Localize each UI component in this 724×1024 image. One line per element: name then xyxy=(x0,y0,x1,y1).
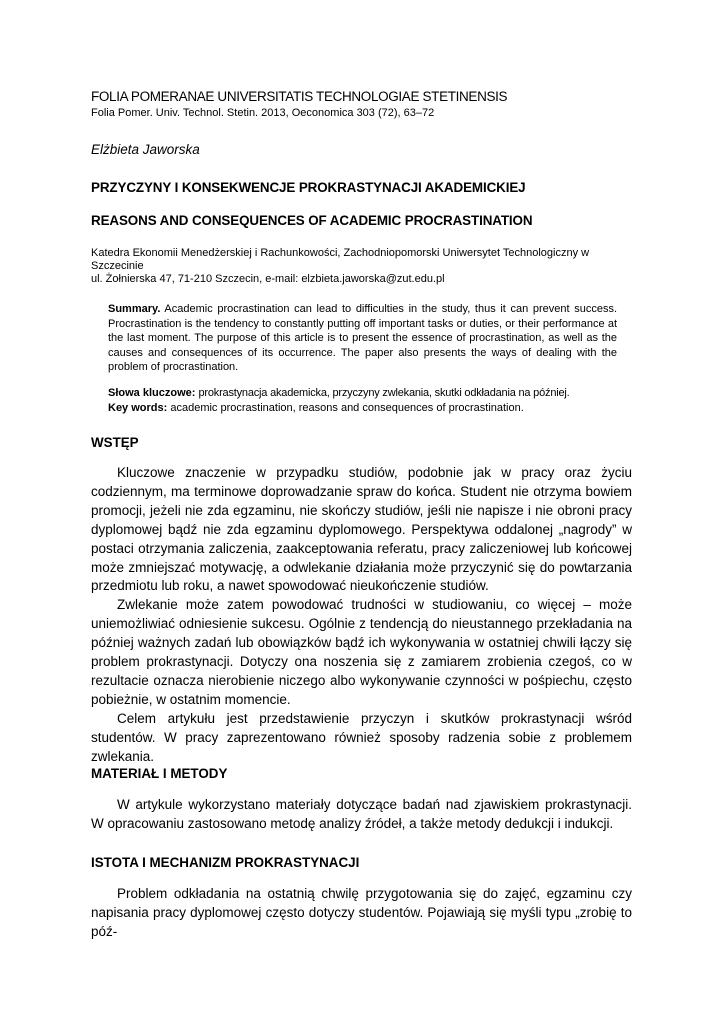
section-heading-intro: WSTĘP xyxy=(91,435,139,450)
keywords-polish-text: prokrastynacja akademicka, przyczyny zwlekania, skutki odkładania na później. xyxy=(198,387,570,399)
section-heading-methods: MATERIAŁ I METODY xyxy=(91,766,228,781)
keywords-block xyxy=(108,386,638,416)
keywords-polish-label: Słowa kluczowe: xyxy=(108,387,196,399)
abstract xyxy=(108,302,617,375)
paragraph: Celem artykułu jest przedstawienie przyczyn i skutków prokrastynacji wśród studentów. W pracy zaprezentowano również sposoby radzenia sobie z problemem zwlekania. xyxy=(91,710,632,764)
paragraph: Problem odkładania na ostatnią chwilę przygotowania się do zajęć, egzaminu czy napisania pracy dyplomowej często dotyczy studentów. Pojawiają się myśli typu „zrobię to póź- xyxy=(91,886,632,939)
affiliation: Katedra Ekonomii Menedżerskiej i Rachunkowości, Zachodniopomorski Uniwersytet Technologiczny w Szczecinie xyxy=(91,247,590,272)
title-english: REASONS AND CONSEQUENCES OF ACADEMIC PROCRASTINATION xyxy=(91,213,533,228)
keywords-english xyxy=(108,401,638,416)
section-body-intro xyxy=(91,464,632,767)
author-name: Elżbieta Jaworska xyxy=(91,142,200,157)
paragraph: Zwlekanie może zatem powodować trudności w studiowaniu, co więcej – może uniemożliwiać odniesienie sukcesu. Ogólnie z tendencją do nieustannego przekładania na później ważnych zadań lub obowiązków bądź ich wykonywania w ostatniej chwili łączy się problem prokrastynacji. Dotyczy ona noszenia się z zamiarem zrobienia czegoś, co w rezultacie oznacza nierobienie niczego albo wykonywanie czynności w pośpiechu, często pobieżnie, w ostatnim momencie. xyxy=(91,597,632,707)
keywords-english-label: Key words: xyxy=(108,402,168,414)
section-body-essence xyxy=(91,885,632,942)
section-heading-essence: ISTOTA I MECHANIZM PROKRASTYNACJI xyxy=(91,855,360,870)
paragraph: Kluczowe znaczenie w przypadku studiów, podobnie jak w pracy oraz życiu codziennym, ma terminowe doprowadzanie spraw do końca. Student nie otrzyma bowiem promocji, jeżeli nie zda egzaminu, nie skończy studiów, jeśli nie napisze i nie obroni pracy dyplomowej bądź nie zda egzaminu dyplomowego. Perspektywa oddalonej „nagrody” w postaci otrzymania zaliczenia, zaakceptowania referatu, pracy zaliczeniowej lub końcowej może zmniejszać motywację, a odwlekanie działania może przyczynić się do powtarzania przedmiotu lub roku, a nawet spowodować nieukończenie studiów. xyxy=(91,465,632,594)
abstract-text: Academic procrastination can lead to difficulties in the study, thus it can prevent success. Procrastination is the tendency to constantly putting off important tasks or duties, or their performance at the last moment. The purpose of this article is to present the essence of procrastination, as well as the causes and consequences of its occurrence. The paper also presents the ways of dealing with the problem of procrastination. xyxy=(108,303,617,373)
abstract-label: Summary. xyxy=(108,303,161,315)
keywords-polish xyxy=(108,386,638,401)
paragraph: W artykule wykorzystano materiały dotyczące badań nad zjawiskiem prokrastynacji. W opracowaniu zastosowano metodę analizy źródeł, a także metody dedukcji i indukcji. xyxy=(91,797,632,831)
journal-name: FOLIA POMERANAE UNIVERSITATIS TECHNOLOGIAE STETINENSIS xyxy=(91,89,508,104)
section-body-methods xyxy=(91,796,632,834)
keywords-english-text: academic procrastination, reasons and consequences of procrastination. xyxy=(170,402,524,414)
journal-citation: Folia Pomer. Univ. Technol. Stetin. 2013, Oeconomica 303 (72), 63–72 xyxy=(91,107,435,119)
title-polish: PRZYCZYNY I KONSEKWENCJE PROKRASTYNACJI AKADEMICKIEJ xyxy=(91,180,526,195)
author-address: ul. Żołnierska 47, 71-210 Szczecin, e-mail: elzbieta.jaworska@zut.edu.pl xyxy=(91,273,445,285)
